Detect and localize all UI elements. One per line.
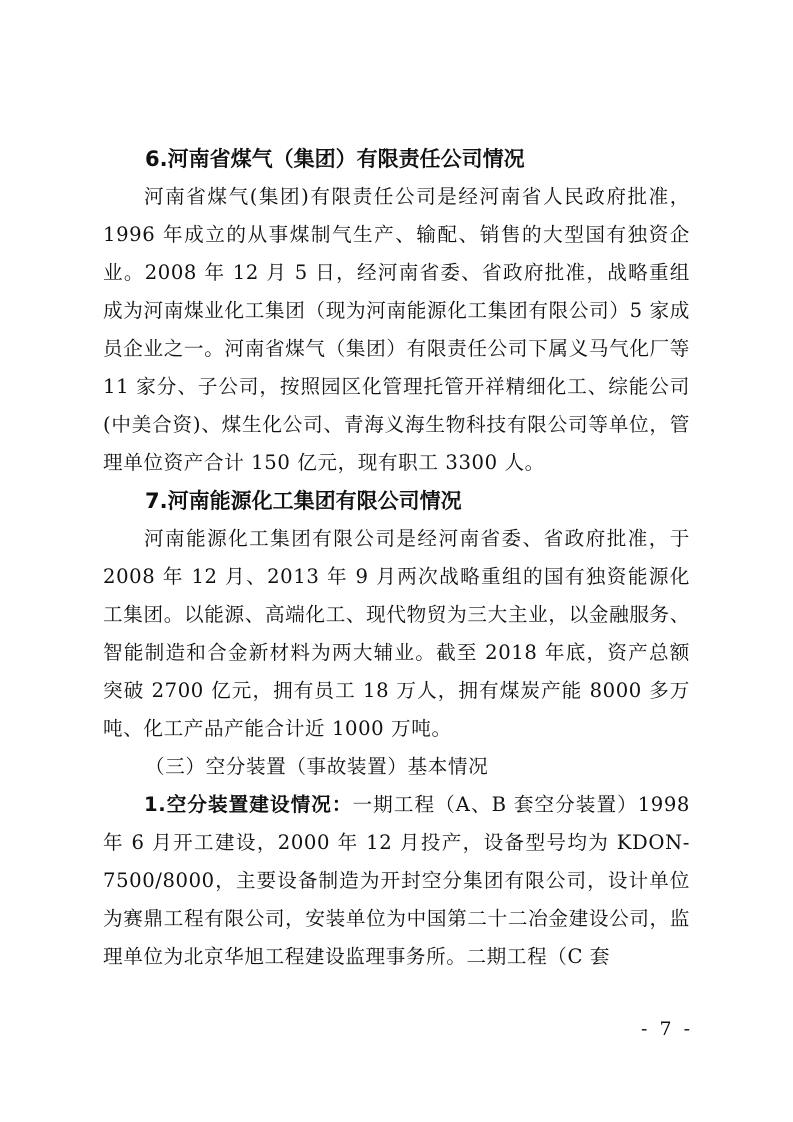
paragraph-henan-energy-chemical: 河南能源化工集团有限公司是经河南省委、省政府批准，于 2008 年 12 月、2013 年 9 月两次战略重组的国有独资能源化工集团。以能源、高端化工、现代物贸为三大主业，以金融服务、智能制造和合金新材料为两大辅业。截至 2018 年底，资产总额突破 2700 亿元，拥有员工 18 万人，拥有煤炭产能 8000 多万吨、化工产品产能合计近 1000 万吨。 <box>103 527 690 740</box>
document-body <box>103 140 690 976</box>
paragraph-air-separation-construction <box>103 786 690 976</box>
paragraph-henan-gas-group: 河南省煤气(集团)有限责任公司是经河南省人民政府批准，1996 年成立的从事煤制气生产、输配、销售的大型国有独资企业。2008 年 12 月 5 日，经河南省委、省政府批准，战略重组成为河南煤业化工集团（现为河南能源化工集团有限公司）5 家成员企业之一。河南省煤气（集团）有限责任公司下属义马气化厂等 11 家分、子公司，按照园区化管理托管开祥精细化工、综能公司(中美合资)、煤生化公司、青海义海生物科技有限公司等单位，管理单位资产合计 150 亿元，现有职工 3300 人。 <box>103 185 690 474</box>
section-heading-henan-energy-chemical: 7.河南能源化工集团有限公司情况 <box>145 489 462 513</box>
paragraph-body-text: 一期工程（A、B 套空分装置）1998 年 6 月开工建设，2000 年 12 月投产，设备型号均为 KDON-7500/8000，主要设备制造为开封空分集团有限公司，设计单位为赛鼎工程有限公司，安装单位为中国第二十二冶金建设公司，监理单位为北京华旭工程建设监理事务所。二期工程（C 套 <box>103 793 690 968</box>
paragraph-lead-label: 1.空分装置建设情况： <box>144 793 353 816</box>
page-number: - 7 - <box>640 1018 693 1040</box>
section-heading-air-separation-basics: （三）空分装置（事故装置）基本情况 <box>145 755 489 778</box>
section-heading-henan-gas-group: 6.河南省煤气（集团）有限责任公司情况 <box>145 147 525 171</box>
